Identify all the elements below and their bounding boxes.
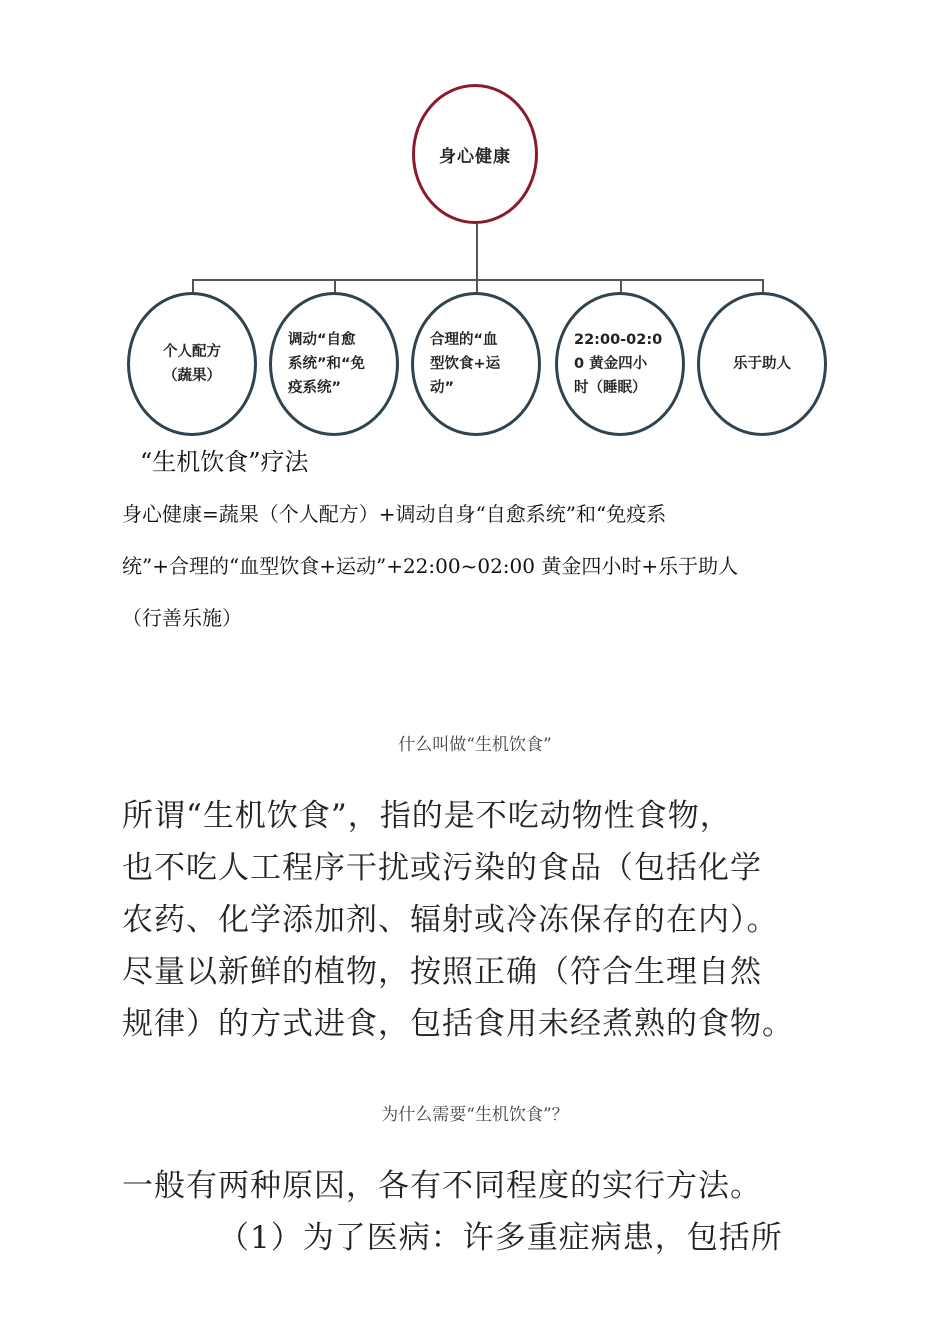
formula-paragraph xyxy=(122,488,842,644)
health-diagram xyxy=(0,0,950,450)
formula-line: 身心健康=蔬果（个人配方）+调动自身“自愈系统”和“免疫系 xyxy=(122,502,667,526)
section-paragraph-why xyxy=(122,1160,842,1264)
paragraph-line: 农药、化学添加剂、辐射或冷冻保存的在内）。 xyxy=(122,902,779,938)
child-label: 合理的“血 型饮食+运 动” xyxy=(430,332,501,396)
child-connector-1 xyxy=(192,279,194,293)
child-label: 调动“自愈 系统”和“免 疫系统” xyxy=(288,332,366,396)
paragraph-line: 尽量以新鲜的植物，按照正确（符合生理自然 xyxy=(122,954,762,990)
child-connector-4 xyxy=(620,279,622,293)
child-connector-5 xyxy=(762,279,764,293)
method-title: “生机饮食”疗法 xyxy=(140,448,309,476)
child-label: 乐于助人 xyxy=(733,356,791,372)
root-node xyxy=(412,84,538,224)
section-heading-what-is: 什么叫做“生机饮食” xyxy=(398,735,552,755)
root-connector xyxy=(476,224,478,280)
paragraph-line: 所谓“生机饮食”，指的是不吃动物性食物， xyxy=(122,798,732,834)
child-node-personal-recipe xyxy=(127,292,257,436)
child-connector-3 xyxy=(476,279,478,293)
paragraph-line: 规律）的方式进食，包括食用未经煮熟的食物。 xyxy=(122,1006,794,1042)
child-node-helping-others xyxy=(697,292,827,436)
child-node-golden-sleep xyxy=(555,292,685,436)
paragraph-line: 也不吃人工程序干扰或污染的食品（包括化学 xyxy=(122,850,762,886)
paragraph-line: 一般有两种原因，各有不同程度的实行方法。 xyxy=(122,1168,762,1204)
child-label: 22:00-02:0 0 黄金四小 时（睡眠） xyxy=(574,332,663,396)
section-paragraph-what-is xyxy=(122,790,842,1050)
child-connector-2 xyxy=(334,279,336,293)
child-node-blood-type-diet xyxy=(411,292,541,436)
child-label: 个人配方 （蔬果） xyxy=(163,344,221,384)
paragraph-line: （1）为了医病：许多重症病患，包括所 xyxy=(218,1220,783,1256)
formula-line: （行善乐施） xyxy=(122,606,242,630)
horizontal-connector xyxy=(192,279,764,281)
root-label: 身心健康 xyxy=(439,146,511,167)
child-node-immune-system xyxy=(269,292,399,436)
section-heading-why: 为什么需要“生机饮食”？ xyxy=(381,1105,569,1125)
formula-line: 统”+合理的“血型饮食+运动”+22:00~02:00 黄金四小时+乐于助人 xyxy=(122,554,739,578)
